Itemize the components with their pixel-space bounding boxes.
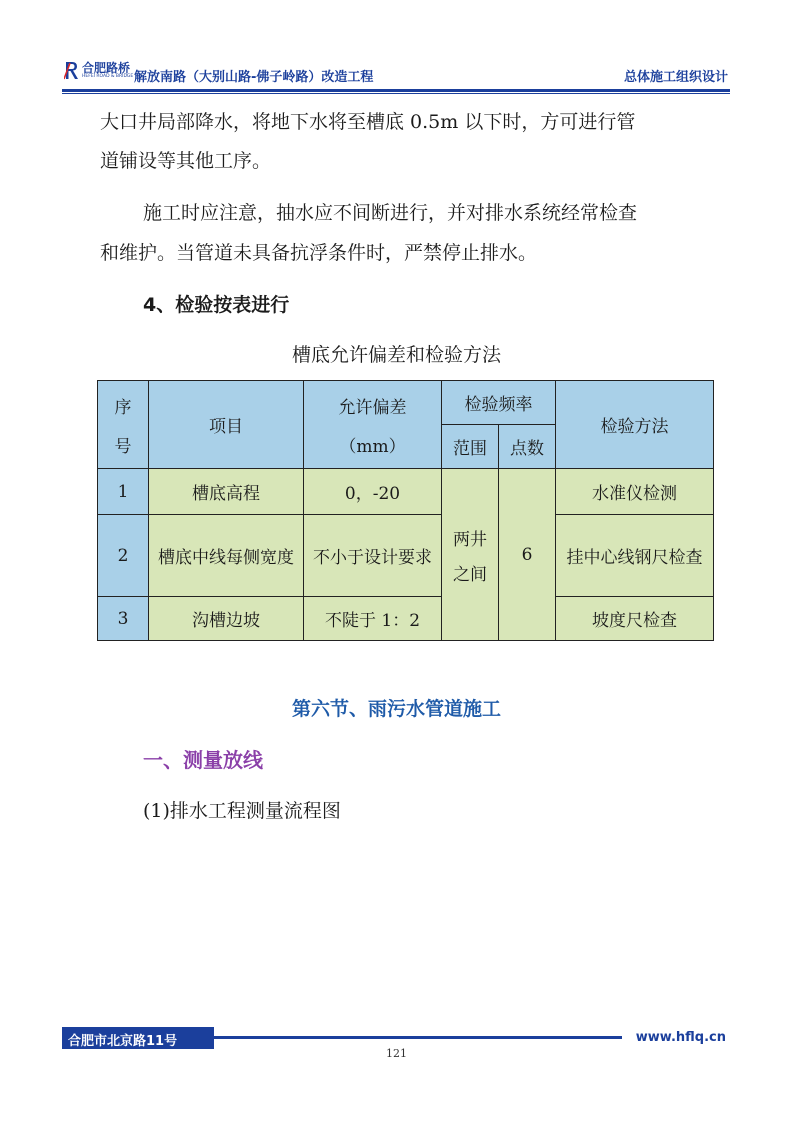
paragraph-line: 施工时应注意，抽水应不间断进行，并对排水系统经常检查 <box>143 202 638 224</box>
header-tolerance-unit: （mm） <box>339 436 406 457</box>
cell-item: 槽底中线每侧宽度 <box>149 515 304 597</box>
paragraph-line: 大口井局部降水，将地下水将至槽底 0.5m 以下时，方可进行管 <box>100 111 636 133</box>
logo-text: 合肥路桥 <box>82 61 131 75</box>
table-row <box>98 469 714 515</box>
logo-mark-icon <box>64 60 80 80</box>
footer-divider <box>214 1036 622 1039</box>
cell-method: 水准仪检测 <box>556 469 714 515</box>
table-caption: 槽底允许偏差和检验方法 <box>291 344 501 366</box>
header-frequency: 检验频率 <box>442 381 556 425</box>
cell-item: 沟槽边坡 <box>149 597 304 641</box>
header-points: 点数 <box>499 425 556 469</box>
header-seq-line1: 序 <box>114 397 132 418</box>
subsection-title: 一、测量放线 <box>143 748 263 772</box>
cell-points: 6 <box>499 469 556 641</box>
company-logo <box>62 58 132 86</box>
header-item: 项目 <box>149 381 304 469</box>
cell-tolerance: 0，-20 <box>304 469 442 515</box>
list-item: (1)排水工程测量流程图 <box>143 800 341 822</box>
page-number: 121 <box>386 1047 407 1060</box>
document-title: 总体施工组织设计 <box>623 70 728 85</box>
header-seq <box>98 381 149 469</box>
cell-range-line2: 之间 <box>453 564 487 585</box>
paragraph-line: 和维护。当管道未具备抗浮条件时，严禁停止排水。 <box>100 242 538 264</box>
paragraph-line: 道铺设等其他工序。 <box>100 150 272 172</box>
header-tolerance-label: 允许偏差 <box>338 397 407 418</box>
header-divider-thin <box>62 93 730 94</box>
footer-website: www.hflq.cn <box>635 1030 726 1045</box>
section-title: 第六节、雨污水管道施工 <box>291 698 501 720</box>
table-row <box>98 515 714 597</box>
cell-range <box>442 469 499 641</box>
header-range: 范围 <box>442 425 499 469</box>
page-header <box>62 58 730 88</box>
cell-seq: 1 <box>98 469 149 515</box>
logo-subtext: HEFEI ROAD & BRIDGE <box>82 74 134 79</box>
header-seq-line2: 号 <box>114 436 132 457</box>
cell-item: 槽底高程 <box>149 469 304 515</box>
footer-website-block <box>622 1027 730 1049</box>
cell-method: 挂中心线钢尺检查 <box>556 515 714 597</box>
tolerance-table <box>97 380 714 641</box>
project-title: 解放南路（大别山路-佛子岭路）改造工程 <box>134 70 374 85</box>
footer-address: 合肥市北京路11号 <box>68 1034 178 1049</box>
header-tolerance <box>304 381 442 469</box>
header-divider <box>62 89 730 92</box>
footer-address-block <box>62 1027 214 1049</box>
cell-seq: 3 <box>98 597 149 641</box>
header-method: 检验方法 <box>556 381 714 469</box>
cell-method: 坡度尺检查 <box>556 597 714 641</box>
page-footer <box>62 1027 730 1049</box>
cell-tolerance: 不陡于 1：2 <box>304 597 442 641</box>
cell-range-line1: 两井 <box>453 529 487 550</box>
heading-inspection: 4、检验按表进行 <box>143 294 290 316</box>
table-row <box>98 597 714 641</box>
cell-tolerance: 不小于设计要求 <box>304 515 442 597</box>
cell-seq: 2 <box>98 515 149 597</box>
